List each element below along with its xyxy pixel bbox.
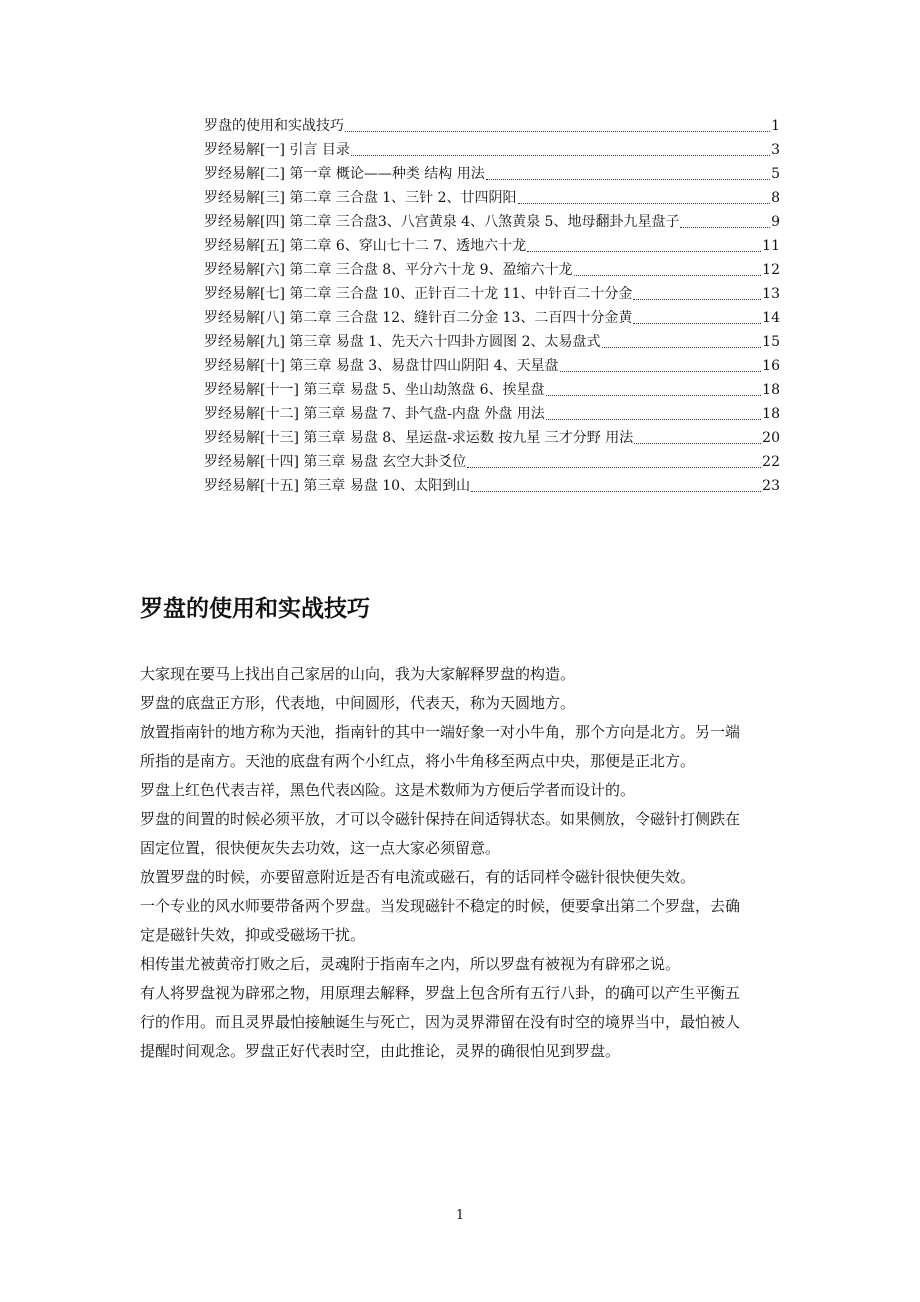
paragraph-line: 罗盘上红色代表吉祥，黑色代表凶险。这是术数师为方便后学者而设计的。 xyxy=(140,781,636,799)
toc-entry[interactable] xyxy=(204,282,780,306)
paragraph-line: 固定位置，很快便灰失去功效，这一点大家必须留意。 xyxy=(140,839,501,857)
toc-entry[interactable] xyxy=(204,162,780,186)
toc-leader-dots xyxy=(486,178,770,180)
paragraph-line: 所指的是南方。天池的底盘有两个小红点，将小牛角移至两点中央，那便是正北方。 xyxy=(140,752,696,770)
toc-entry[interactable] xyxy=(204,186,780,210)
paragraph-line: 放置指南针的地方称为天池，指南针的其中一端好象一对小牛角，那个方向是北方。另一端 xyxy=(140,723,741,741)
paragraph-line: 行的作用。而且灵界最怕接触诞生与死亡，因为灵界滞留在没有时空的境界当中，最怕被人 xyxy=(140,1013,741,1031)
paragraph-line: 一个专业的风水师要带备两个罗盘。当发现磁针不稳定的时候，便要拿出第二个罗盘，去确 xyxy=(140,897,741,915)
toc-entry[interactable] xyxy=(204,450,780,474)
toc-entry[interactable] xyxy=(204,114,780,138)
section-heading: 罗盘的使用和实战技巧 xyxy=(140,596,370,622)
toc-entry-title: 罗经易解[六] 第二章 三合盘 8、平分六十龙 9、盈缩六十龙 xyxy=(204,262,573,278)
toc-entry-page: 22 xyxy=(762,454,780,470)
toc-leader-dots xyxy=(467,466,761,468)
paragraph xyxy=(140,950,784,979)
toc-entry-page: 18 xyxy=(762,406,780,422)
toc-entry-page: 16 xyxy=(762,358,780,374)
toc-entry-title: 罗经易解[四] 第二章 三合盘3、八宫黄泉 4、八煞黄泉 5、地母翻卦九星盘子 xyxy=(204,214,680,230)
toc-entry-title: 罗经易解[九] 第三章 易盘 1、先天六十四卦方圆图 2、太易盘式 xyxy=(204,334,601,350)
toc-entry-page: 8 xyxy=(771,190,780,206)
toc-entry-title: 罗经易解[三] 第二章 三合盘 1、三针 2、廿四阴阳 xyxy=(204,190,517,206)
paragraph xyxy=(140,805,784,863)
toc-entry-page: 1 xyxy=(771,118,780,134)
toc-entry-title: 罗经易解[二] 第一章 概论——种类 结构 用法 xyxy=(204,166,485,182)
paragraph xyxy=(140,660,784,689)
toc-entry-page: 13 xyxy=(762,286,780,302)
toc-entry-title: 罗经易解[十四] 第三章 易盘 玄空大卦爻位 xyxy=(204,454,467,470)
paragraph-line: 提醒时间观念。罗盘正好代表时空，由此推论，灵界的确很怕见到罗盘。 xyxy=(140,1042,621,1060)
toc-entry-title: 罗经易解[五] 第二章 6、穿山七十二 7、透地六十龙 xyxy=(204,238,527,254)
paragraph-line: 罗盘的间置的时候必须平放，才可以令磁针保持在间适锝状态。如果侧放，令磁针打侧跌在 xyxy=(140,810,741,828)
toc-leader-dots xyxy=(351,154,770,156)
toc-entry-page: 11 xyxy=(762,238,780,254)
paragraph-line: 大家现在要马上找出自己家居的山向，我为大家解释罗盘的构造。 xyxy=(140,665,576,683)
paragraph xyxy=(140,718,784,776)
toc-leader-dots xyxy=(634,442,761,444)
toc-leader-dots xyxy=(574,274,762,276)
toc-entry-title: 罗经易解[十一] 第三章 易盘 5、坐山劫煞盘 6、挨星盘 xyxy=(204,382,545,398)
paragraph xyxy=(140,776,784,805)
toc-leader-dots xyxy=(602,346,762,348)
toc-entry-page: 23 xyxy=(762,478,780,494)
toc-entry-title: 罗经易解[一] 引言 目录 xyxy=(204,142,350,158)
toc-entry-title: 罗经易解[十] 第三章 易盘 3、易盘廿四山阴阳 4、天星盘 xyxy=(204,358,559,374)
paragraph xyxy=(140,892,784,950)
toc-entry[interactable] xyxy=(204,354,780,378)
toc-entry-page: 14 xyxy=(762,310,780,326)
toc-entry-title: 罗经易解[十二] 第三章 易盘 7、卦气盘-内盘 外盘 用法 xyxy=(204,406,545,422)
toc-leader-dots xyxy=(680,226,770,228)
paragraph-line: 放置罗盘的时候，亦要留意附近是否有电流或磁石，有的话同样令磁针很快便失效。 xyxy=(140,868,696,886)
toc-entry[interactable] xyxy=(204,402,780,426)
toc-entry-page: 9 xyxy=(771,214,780,230)
toc-entry[interactable] xyxy=(204,378,780,402)
toc-leader-dots xyxy=(546,418,761,420)
toc-entry[interactable] xyxy=(204,426,780,450)
toc-entry[interactable] xyxy=(204,330,780,354)
toc-entry-title: 罗盘的使用和实战技巧 xyxy=(204,118,344,134)
toc-entry[interactable] xyxy=(204,138,780,162)
body-text xyxy=(140,660,784,1066)
paragraph-line: 罗盘的底盘正方形，代表地，中间圆形，代表天，称为天圆地方。 xyxy=(140,694,576,712)
toc-leader-dots xyxy=(633,322,761,324)
toc-leader-dots xyxy=(471,490,761,492)
toc-entry-page: 12 xyxy=(762,262,780,278)
toc-leader-dots xyxy=(633,298,761,300)
toc-entry-page: 3 xyxy=(771,142,780,158)
paragraph-line: 定是磁针失效，抑或受磁场干扰。 xyxy=(140,926,366,944)
toc-entry-page: 5 xyxy=(771,166,780,182)
toc-entry-page: 18 xyxy=(762,382,780,398)
toc-leader-dots xyxy=(345,130,770,132)
toc-leader-dots xyxy=(527,250,761,252)
toc-entry[interactable] xyxy=(204,306,780,330)
toc-entry-page: 15 xyxy=(762,334,780,350)
page-number: 1 xyxy=(455,1208,465,1223)
paragraph-line: 有人将罗盘视为辟邪之物，用原理去解释，罗盘上包含所有五行八卦，的确可以产生平衡五 xyxy=(140,984,741,1002)
toc-entry-page: 20 xyxy=(762,430,780,446)
toc-leader-dots xyxy=(560,370,762,372)
toc-leader-dots xyxy=(518,202,771,204)
paragraph xyxy=(140,689,784,718)
toc-entry-title: 罗经易解[十五] 第三章 易盘 10、太阳到山 xyxy=(204,478,471,494)
paragraph-line: 相传蚩尤被黄帝打败之后，灵魂附于指南车之内，所以罗盘有被视为有辟邪之说。 xyxy=(140,955,681,973)
toc-entry[interactable] xyxy=(204,210,780,234)
toc-entry[interactable] xyxy=(204,234,780,258)
table-of-contents xyxy=(204,114,780,498)
toc-entry-title: 罗经易解[八] 第二章 三合盘 12、缝针百二分金 13、二百四十分金黄 xyxy=(204,310,633,326)
toc-entry[interactable] xyxy=(204,474,780,498)
paragraph xyxy=(140,979,784,1066)
toc-leader-dots xyxy=(546,394,762,396)
toc-entry-title: 罗经易解[十三] 第三章 易盘 8、星运盘-求运数 按九星 三才分野 用法 xyxy=(204,430,634,446)
toc-entry[interactable] xyxy=(204,258,780,282)
paragraph xyxy=(140,863,784,892)
toc-entry-title: 罗经易解[七] 第二章 三合盘 10、正针百二十龙 11、中针百二十分金 xyxy=(204,286,633,302)
